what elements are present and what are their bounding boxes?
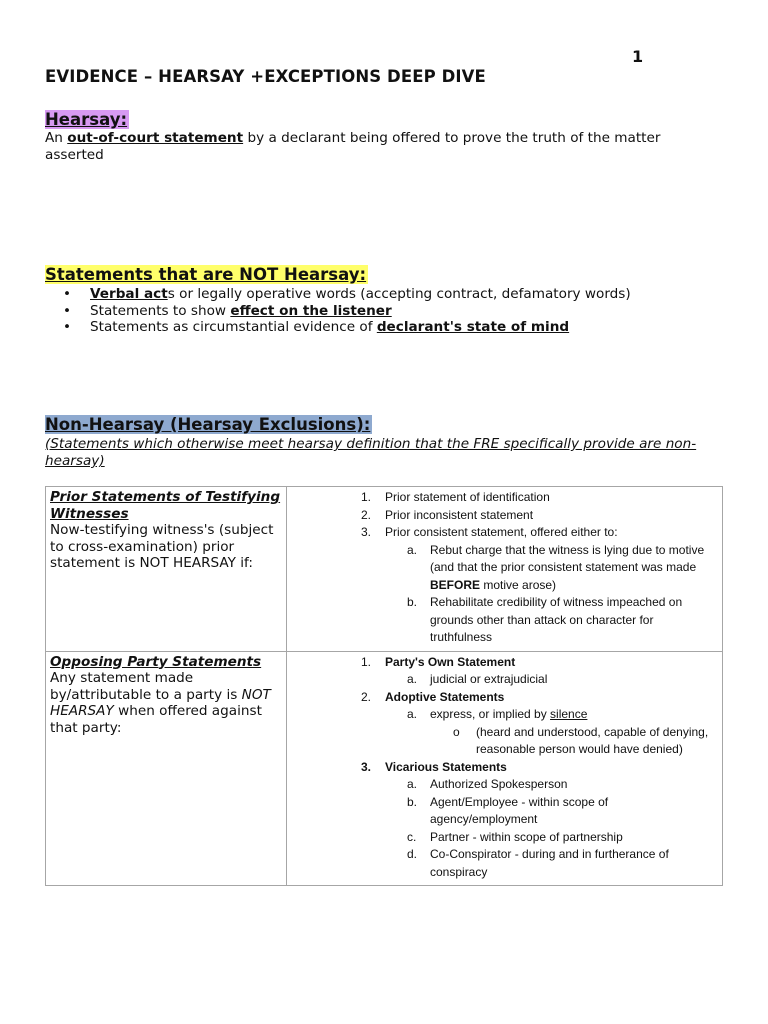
list-item: o (heard and understood, capable of denying, reasonable person would have denied) xyxy=(453,724,709,756)
list-item: • Verbal acts or legally operative words (accepting contract, defamatory words) xyxy=(63,286,631,302)
prior-statements-heading: Prior Statements of Testifying Witnesses xyxy=(50,489,281,522)
list-item: a. Rebut charge that the witness is lying due to motive (and that the prior consistent statement was made BEFORE motive arose) xyxy=(407,542,705,592)
not-hearsay-heading: Statements that are NOT Hearsay: xyxy=(45,265,367,284)
document-title: EVIDENCE – HEARSAY +EXCEPTIONS DEEP DIVE xyxy=(45,67,486,86)
prior-statements-description: Now-testifying witness's (subject to cross-examination) prior statement is NOT HEARSAY if: xyxy=(50,522,274,571)
opposing-party-description: Any statement made by/attributable to a party is NOT HEARSAY when offered against that party: xyxy=(50,670,271,736)
list-item: 2. Adoptive Statements a. express, or implied by silence o (heard and understood, capable of denying, reasonable person would have denied) xyxy=(291,689,718,759)
bullet-icon: • xyxy=(63,286,72,302)
table-cell xyxy=(287,651,723,886)
not-hearsay-list xyxy=(63,286,631,336)
hearsay-heading: Hearsay: xyxy=(45,110,128,129)
list-item: 1. Party's Own Statement a. judicial or extrajudicial xyxy=(291,654,718,689)
sub-list xyxy=(385,542,718,647)
list-item: d. Co-Conspirator - during and in furtherance of conspiracy xyxy=(407,847,669,879)
list-item: • Statements as circumstantial evidence of declarant's state of mind xyxy=(63,319,570,335)
opposing-party-heading: Opposing Party Statements xyxy=(50,653,262,670)
list-item: a. Authorized Spokesperson xyxy=(407,777,568,791)
table-cell xyxy=(287,487,723,652)
sub-list xyxy=(385,671,718,689)
hearsay-definition: An out-of-court statement by a declarant being offered to prove the truth of the matter asserted xyxy=(45,130,661,163)
sub-list xyxy=(385,706,718,759)
page-number: 1 xyxy=(632,47,644,66)
table-cell xyxy=(46,651,287,886)
non-hearsay-heading: Non-Hearsay (Hearsay Exclusions): xyxy=(45,415,371,434)
table-row xyxy=(46,487,723,652)
list-item: 1. Prior statement of identification xyxy=(361,490,550,504)
list-item: 3. Vicarious Statements a. Authorized Spokesperson b. Agent/Employee - within scope of agency/employment c. Partner - within scope of partnership d. Co-Conspirator - during and in furtherance of conspiracy xyxy=(291,759,718,882)
circle-bullet-icon: o xyxy=(453,724,460,739)
list-item: c. Partner - within scope of partnership xyxy=(407,829,623,844)
out-of-court-term: out-of-court statement xyxy=(67,130,244,146)
table-row xyxy=(46,651,723,886)
sub-list xyxy=(385,776,718,881)
list-item: • Statements to show effect on the listener xyxy=(63,302,392,319)
exclusions-table xyxy=(45,486,723,886)
table-cell xyxy=(46,487,287,652)
list-item: 2. Prior inconsistent statement xyxy=(361,507,534,522)
bullet-icon: • xyxy=(63,302,72,319)
non-hearsay-subtitle: (Statements which otherwise meet hearsay definition that the FRE specifically provide are non-hearsay) xyxy=(45,436,697,469)
prior-statements-list xyxy=(291,489,718,647)
list-item: b. Rehabilitate credibility of witness impeached on grounds other than attack on character for truthfulness xyxy=(407,595,683,644)
list-item: 3. Prior consistent statement, offered either to: a. Rebut charge that the witness is lying due to motive (and that the prior consistent statement was made BEFORE motive arose) b. Rehabilitate credibility of witness impeached on grounds other than attack on character for truthfulness xyxy=(291,524,718,647)
sub-sub-list xyxy=(430,724,718,759)
list-item: a. express, or implied by silence o (heard and understood, capable of denying, reasonable person would have denied) xyxy=(385,706,718,759)
opposing-party-list xyxy=(291,654,718,882)
bullet-icon: • xyxy=(63,319,72,335)
list-item: a. judicial or extrajudicial xyxy=(407,672,548,686)
list-item: b. Agent/Employee - within scope of agency/employment xyxy=(407,794,609,826)
